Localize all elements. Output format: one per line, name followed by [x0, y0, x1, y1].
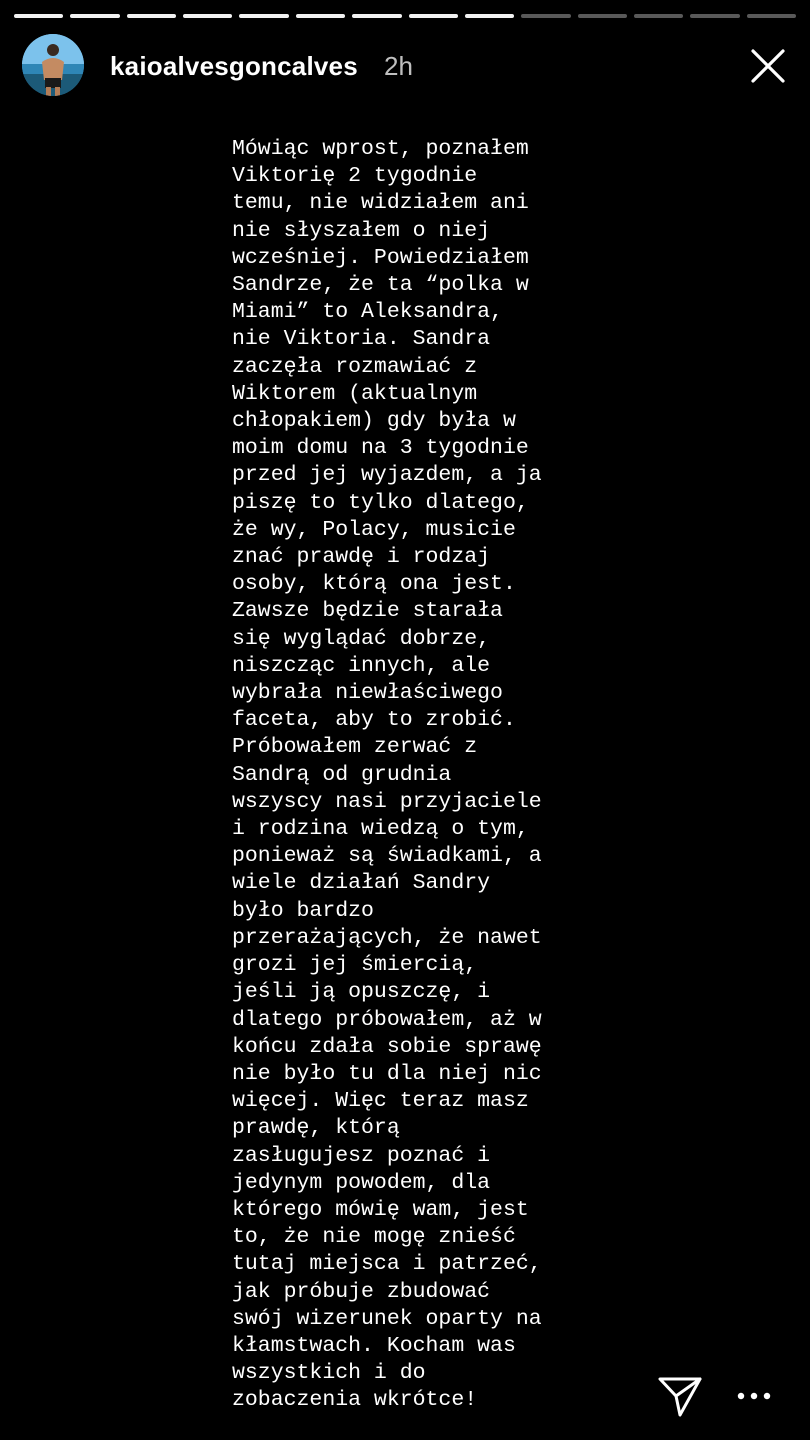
progress-segment [521, 14, 570, 18]
progress-segment [127, 14, 176, 18]
profile-photo-icon [22, 34, 84, 96]
send-icon [656, 1374, 704, 1418]
more-options-icon [736, 1388, 772, 1404]
progress-segment [690, 14, 739, 18]
progress-segment [70, 14, 119, 18]
more-options-button[interactable] [736, 1388, 772, 1404]
progress-segment [465, 14, 514, 18]
progress-segment [747, 14, 796, 18]
close-icon [748, 46, 788, 86]
progress-segment [239, 14, 288, 18]
avatar[interactable] [22, 34, 84, 96]
story-progress-bar [14, 14, 796, 18]
progress-segment [14, 14, 63, 18]
send-button[interactable] [656, 1374, 704, 1418]
progress-segment [578, 14, 627, 18]
story-header [22, 34, 788, 100]
progress-segment [634, 14, 683, 18]
progress-segment [296, 14, 345, 18]
close-button[interactable] [748, 46, 788, 86]
progress-segment [409, 14, 458, 18]
username[interactable]: kaioalvesgoncalves [110, 51, 358, 81]
story-text: Mówiąc wprost, poznałem Viktorię 2 tygodnie temu, nie widziałem ani nie słyszałem o niej wcześniej. Powiedziałem Sandrze, że ta “polka w Miami” to Aleksandra, nie Viktoria. Sandra zaczęła rozmawiać z Wiktorem (aktualnym chłopakiem) gdy była w moim domu na 3 tygodnie przed jej wyjazdem, a ja piszę to tylko dlatego, że wy, Polacy, musicie znać prawdę i rodzaj osoby, którą ona jest. Zawsze będzie starała się wyglądać dobrze, niszcząc innych, ale wybrała niewłaściwego faceta, aby to zrobić. Próbowałem zerwać z Sandrą od grudnia wszyscy nasi przyjaciele i rodzina wiedzą o tym, ponieważ są świadkami, a wiele działań Sandry było bardzo przerażających, że nawet grozi jej śmiercią, jeśli ją opuszczę, i dlatego próbowałem, aż w końcu zdała sobie sprawę nie było tu dla niej nic więcej. Więc teraz masz prawdę, którą zasługujesz poznać i jedynym powodem, dla którego mówię wam, jest to, że nie mogę znieść tutaj miejsca i patrzeć, jak próbuje zbudować swój wizerunek oparty na kłamstwach. Kocham was wszystkich i do zobaczenia wkrótce! [232, 137, 542, 1413]
progress-segment [183, 14, 232, 18]
progress-segment [352, 14, 401, 18]
post-time: 2h [384, 51, 413, 81]
